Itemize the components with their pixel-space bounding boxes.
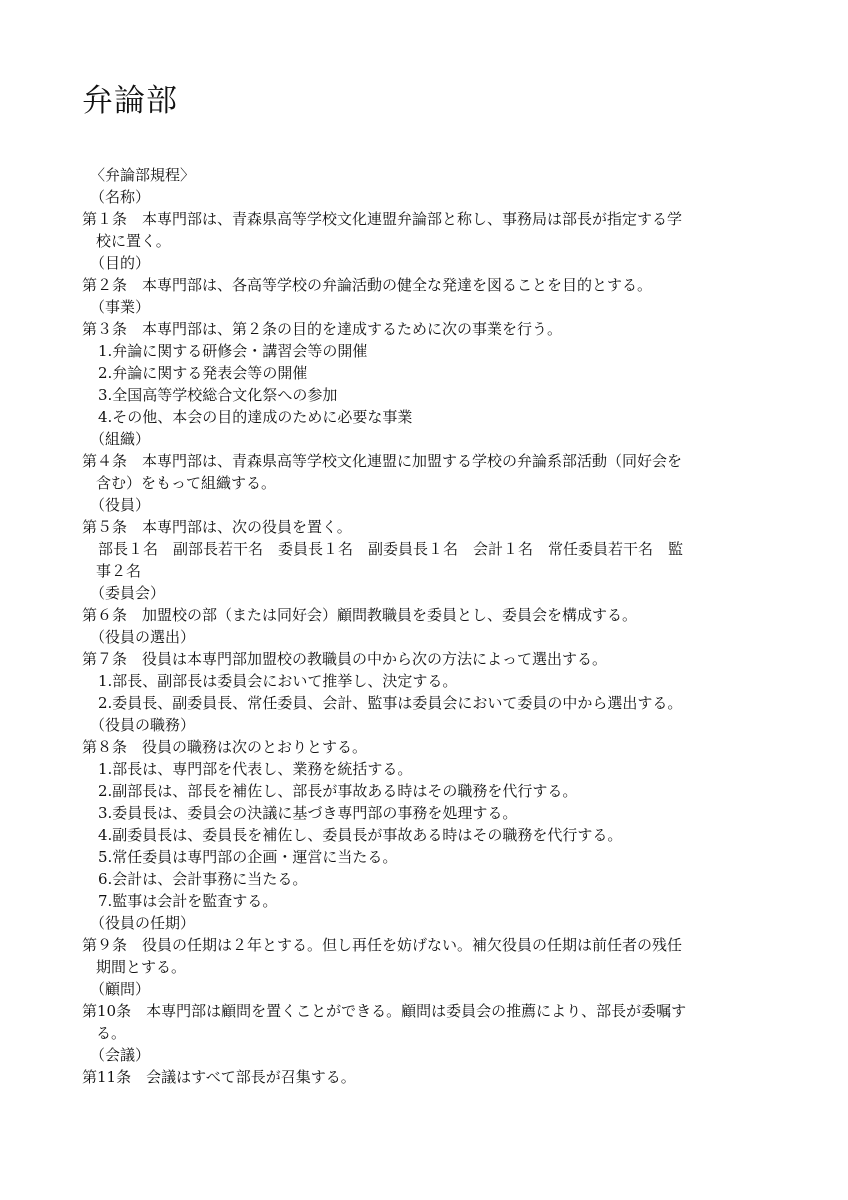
article-line: 第１条 本専門部は、青森県高等学校文化連盟弁論部と称し、事務局は部長が指定する学	[82, 210, 683, 228]
regulation-body	[82, 164, 772, 1088]
continuation-line: 含む）をもって組織する。	[96, 474, 277, 492]
article-line: 第９条 役員の任期は２年とする。但し再任を妨げない。補欠役員の任期は前任者の残任	[82, 936, 683, 954]
list-item: 5.常任委員は専門部の企画・運営に当たる。	[98, 848, 398, 866]
article-line: 第３条 本専門部は、第２条の目的を達成するために次の事業を行う。	[82, 320, 563, 338]
article-line: 第10条 本専門部は顧問を置くことができる。顧問は委員会の推薦により、部長が委嘱す	[82, 1002, 687, 1020]
section-heading: （役員の任期）	[90, 914, 196, 932]
article-line: 第４条 本専門部は、青森県高等学校文化連盟に加盟する学校の弁論系部活動（同好会を	[82, 452, 683, 470]
list-item: 7.監事は会計を監査する。	[98, 892, 278, 910]
section-heading: （事業）	[90, 298, 151, 316]
article-line: 第11条 会議はすべて部長が召集する。	[82, 1068, 356, 1086]
regulation-heading: 〈弁論部規程〉	[90, 166, 196, 184]
section-heading: （役員の職務）	[90, 716, 196, 734]
section-heading: （組織）	[90, 430, 151, 448]
continuation-line: る。	[96, 1024, 127, 1042]
list-item: 部長１名 副部長若干名 委員長１名 副委員長１名 会計１名 常任委員若干名 監	[98, 540, 684, 558]
section-heading: （役員）	[90, 496, 151, 514]
page-title: 弁論部	[82, 83, 178, 119]
section-heading: （目的）	[90, 254, 151, 272]
section-heading: （委員会）	[90, 584, 166, 602]
section-heading: （役員の選出）	[90, 628, 196, 646]
article-line: 第６条 加盟校の部（または同好会）顧問教職員を委員とし、委員会を構成する。	[82, 606, 638, 624]
section-heading: （名称）	[90, 188, 151, 206]
article-line: 第５条 本専門部は、次の役員を置く。	[82, 518, 352, 536]
list-item: 3.委員長は、委員会の決議に基づき専門部の事務を処理する。	[98, 804, 518, 822]
list-item: 1.部長、副部長は委員会において推挙し、決定する。	[98, 672, 458, 690]
list-item: 1.弁論に関する研修会・講習会等の開催	[98, 342, 368, 360]
continuation-line: 期間とする。	[96, 958, 187, 976]
article-line: 第８条 役員の職務は次のとおりとする。	[82, 738, 368, 756]
list-item: 3.全国高等学校総合文化祭への参加	[98, 386, 338, 404]
list-item: 6.会計は、会計事務に当たる。	[98, 870, 308, 888]
list-item: 4.副委員長は、委員長を補佐し、委員長が事故ある時はその職務を代行する。	[98, 826, 623, 844]
list-item: 2.副部長は、部長を補佐し、部長が事故ある時はその職務を代行する。	[98, 782, 578, 800]
section-heading: （会議）	[90, 1046, 151, 1064]
continuation-line: 校に置く。	[96, 232, 171, 250]
section-heading: （顧問）	[90, 980, 151, 998]
list-item: 1.部長は、専門部を代表し、業務を統括する。	[98, 760, 413, 778]
list-item: 4.その他、本会の目的達成のために必要な事業	[98, 408, 413, 426]
article-line: 第７条 役員は本専門部加盟校の教職員の中から次の方法によって選出する。	[82, 650, 608, 668]
list-item: 2.委員長、副委員長、常任委員、会計、監事は委員会において委員の中から選出する。	[98, 694, 683, 712]
list-item: 2.弁論に関する発表会等の開催	[98, 364, 308, 382]
continuation-line: 事２名	[96, 562, 142, 580]
article-line: 第２条 本専門部は、各高等学校の弁論活動の健全な発達を図ることを目的とする。	[82, 276, 653, 294]
